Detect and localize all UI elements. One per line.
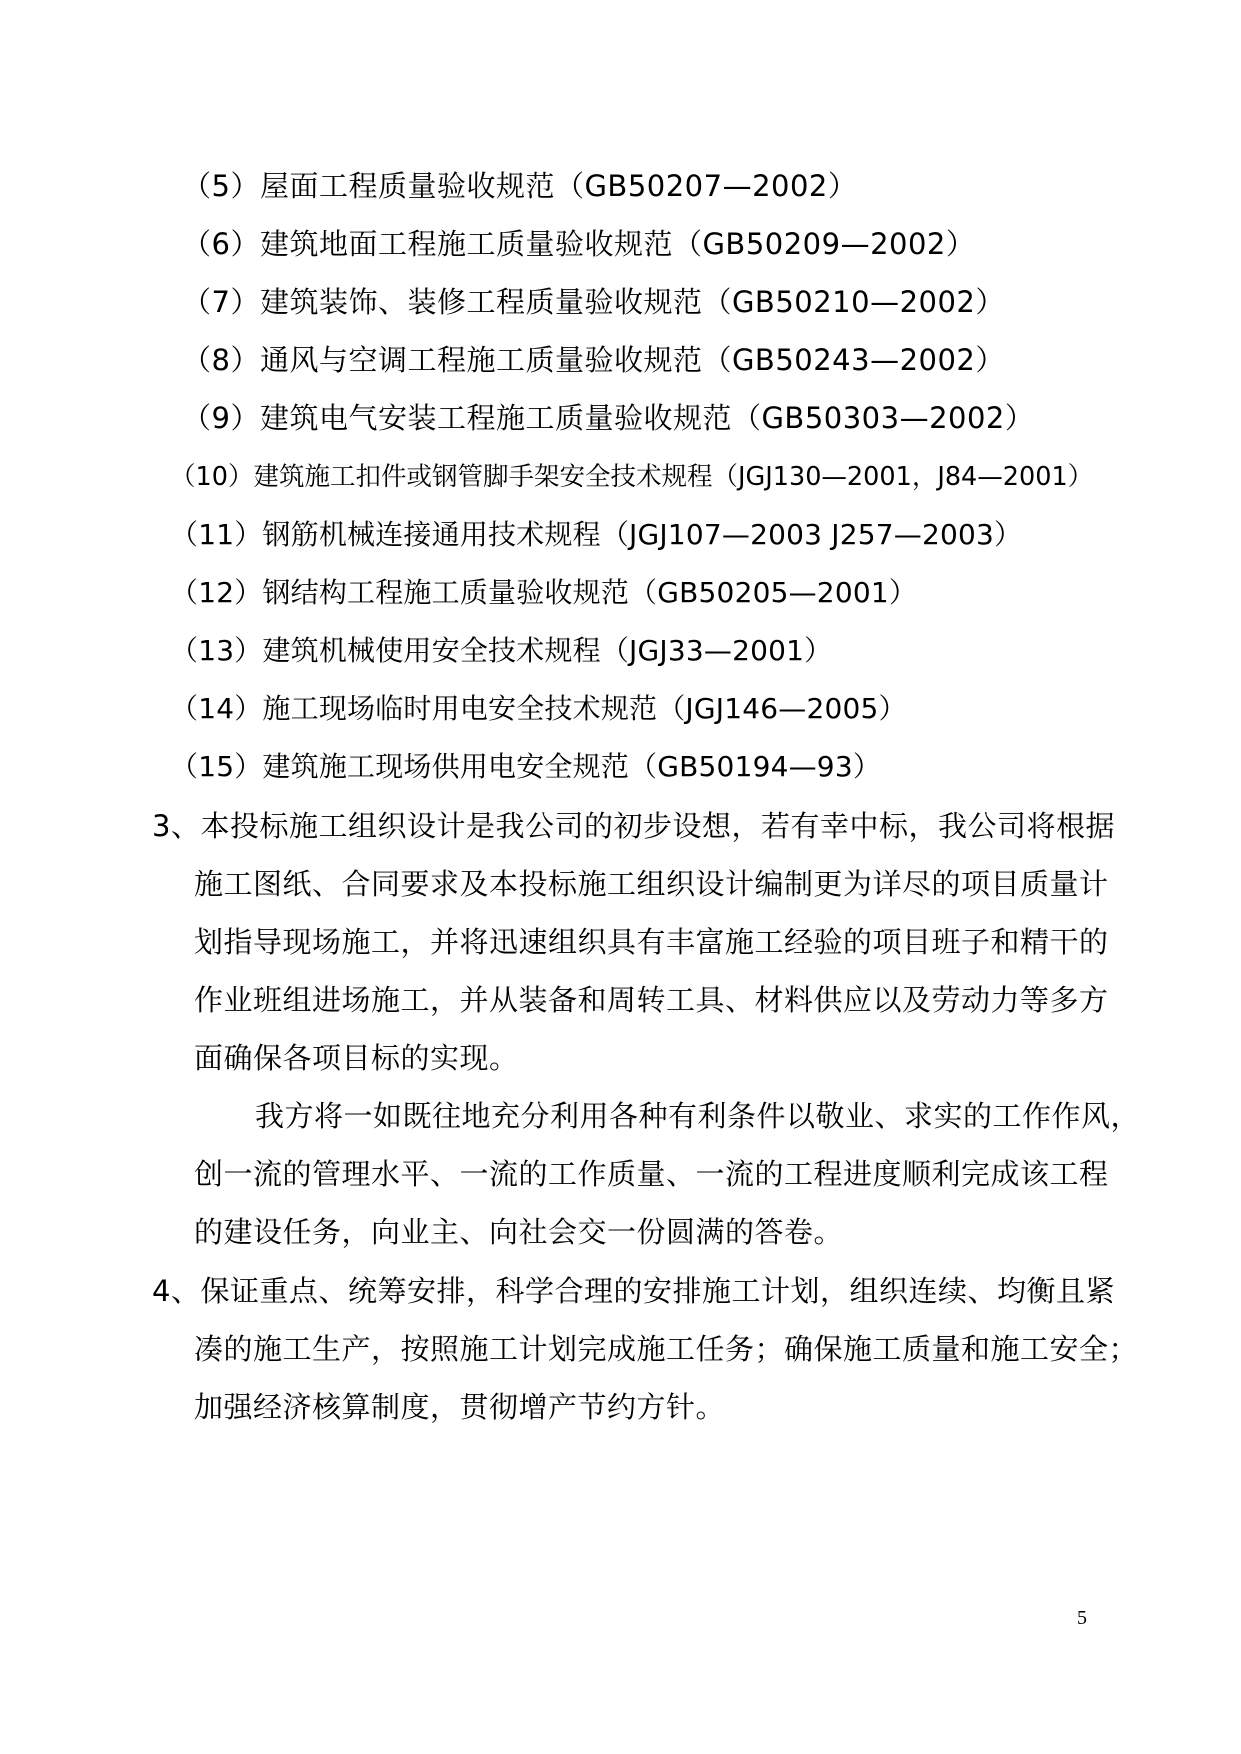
reference-item-6: （6）建筑地面工程施工质量验收规范（GB50209—2002） <box>182 227 976 261</box>
reference-item-13: （13）建筑机械使用安全技术规程（JGJ33—2001） <box>170 634 833 667</box>
item-3-line-2: 施工图纸、合同要求及本投标施工组织设计编制更为详尽的项目质量计 <box>194 867 1109 901</box>
item-3-line-4: 作业班组进场施工，并从装备和周转工具、材料供应以及劳动力等多方 <box>194 983 1109 1017</box>
reference-item-7: （7）建筑装饰、装修工程质量验收规范（GB50210—2002） <box>182 285 1005 319</box>
reference-item-14: （14）施工现场临时用电安全技术规范（JGJ146—2005） <box>170 692 907 725</box>
item-3-line-3: 划指导现场施工，并将迅速组织具有丰富施工经验的项目班子和精干的 <box>194 925 1109 959</box>
paragraph-line-1: 我方将一如既往地充分利用各种有利条件以敬业、求实的工作作风， <box>255 1099 1141 1133</box>
paragraph-line-3: 的建设任务，向业主、向社会交一份圆满的答卷。 <box>194 1215 844 1249</box>
item-3-line-1: 3、本投标施工组织设计是我公司的初步设想，若有幸中标，我公司将根据 <box>152 809 1115 843</box>
paragraph-line-2: 创一流的管理水平、一流的工作质量、一流的工程进度顺利完成该工程 <box>194 1157 1109 1191</box>
reference-item-9: （9）建筑电气安装工程施工质量验收规范（GB50303—2002） <box>182 401 1035 435</box>
item-4-line-2: 凑的施工生产，按照施工计划完成施工任务；确保施工质量和施工安全； <box>194 1332 1139 1366</box>
reference-item-12: （12）钢结构工程施工质量验收规范（GB50205—2001） <box>170 576 918 609</box>
reference-item-8: （8）通风与空调工程施工质量验收规范（GB50243—2002） <box>182 343 1005 377</box>
reference-item-15: （15）建筑施工现场供用电安全规范（GB50194—93） <box>170 750 882 783</box>
page-number: 5 <box>1077 1607 1087 1629</box>
item-4-line-1: 4、保证重点、统筹安排，科学合理的安排施工计划，组织连续、均衡且紧 <box>152 1274 1115 1308</box>
reference-item-5: （5）屋面工程质量验收规范（GB50207—2002） <box>182 169 858 203</box>
reference-item-11: （11）钢筋机械连接通用技术规程（JGJ107—2003 J257—2003） <box>170 518 1023 551</box>
item-3-line-5: 面确保各项目标的实现。 <box>194 1041 519 1075</box>
reference-item-10: （10）建筑施工扣件或钢管脚手架安全技术规程（JGJ130—2001，J84—2001） <box>170 462 1094 492</box>
item-4-line-3: 加强经济核算制度，贯彻增产节约方针。 <box>194 1390 726 1424</box>
